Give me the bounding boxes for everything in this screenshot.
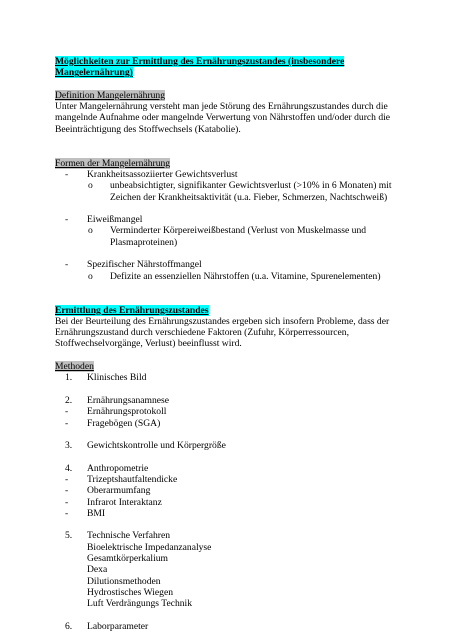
method-number: 1. <box>65 372 73 384</box>
method-subitem-label: BMI <box>87 507 106 519</box>
method-label: Ernährungsanamnese <box>87 394 170 406</box>
method-item <box>55 463 400 474</box>
method-subitem-label: Infrarot Interaktanz <box>87 496 162 508</box>
definition-heading: Definition Mangelernährung <box>55 89 166 101</box>
page-content <box>55 56 400 632</box>
ermittlung-text: Bei der Beurteilung des Ernährungszustandes ergeben sich insofern Probleme, dass der Ernährungszustand durch verschiedene Faktoren (Zufuhr, Körperressourcen, Stoffwechselvorgänge, Verlust) beeinflusst wird. <box>55 315 390 350</box>
method-subitem: - Trizeptshautfaltendicke <box>55 474 400 485</box>
method-subitem <box>55 587 400 598</box>
method-subitem-label: Dexa <box>87 564 108 576</box>
forms-list <box>55 169 400 282</box>
method-item <box>55 372 400 383</box>
method-subitem-label: Trizeptshautfaltendicke <box>87 473 178 485</box>
doc-title-line1: Möglichkeiten zur Ermittlung des Ernährungszustandes (insbesondere <box>55 56 345 67</box>
method-subitem-label: Bioelektrische Impedanzanalyse <box>87 541 212 553</box>
form-label: Spezifischer Nährstoffmangel <box>87 259 202 271</box>
method-label: Laborparameter <box>87 620 149 632</box>
method-subitem <box>55 564 400 575</box>
ermittlung-heading: Ermittlung des Ernährungszustandes <box>55 304 209 316</box>
method-subitem-label: Luft Verdrängungs Technik <box>87 598 193 610</box>
form-item: - Spezifischer Nährstoffmangel <box>55 259 400 270</box>
form-label: Krankheitsassoziierter Gewichtsverlust <box>87 168 238 180</box>
method-item <box>55 530 400 541</box>
doc-title <box>55 56 400 79</box>
method-subitem-label: Dilutionsmethoden <box>87 575 161 587</box>
form-detail: o unbeabsichtigter, signifikanter Gewichtsverlust (>10% in 6 Monaten) mit Zeichen der Krankheitsaktivität (u.a. Fieber, Schmerzen, Nachtschweiß) <box>55 180 400 203</box>
method-subitem-label: Fragebögen (SGA) <box>87 417 161 429</box>
form-detail-text: Defizite an essenziellen Nährstoffen (u.a. Vitamine, Spurenelementen) <box>110 270 381 282</box>
form-label: Eiweißmangel <box>87 214 143 226</box>
forms-heading: Formen der Mangelernährung <box>55 157 171 169</box>
method-subitem <box>55 576 400 587</box>
method-label: Technische Verfahren <box>87 530 171 542</box>
method-subitem-label: Gesamtkörperkalium <box>87 553 168 565</box>
form-detail-text: unbeabsichtigter, signifikanter Gewichtsverlust (>10% in 6 Monaten) mit Zeichen der Krankheitsaktivität (u.a. Fieber, Schmerzen, Nachtschweiß) <box>110 180 392 203</box>
method-subitem <box>55 553 400 564</box>
method-number: 5. <box>65 530 73 542</box>
method-number: 4. <box>65 462 73 474</box>
methods-list <box>55 372 400 632</box>
form-detail: o Defizite an essenziellen Nährstoffen (u.a. Vitamine, Spurenelementen) <box>55 271 400 282</box>
form-item: - Eiweißmangel <box>55 214 400 225</box>
form-detail-text: Verminderter Körpereiweißbestand (Verlust von Muskelmasse und Plasmaproteinen) <box>110 225 367 248</box>
form-detail: o Verminderter Körpereiweißbestand (Verlust von Muskelmasse und Plasmaproteinen) <box>55 225 400 248</box>
method-label: Gewichtskontrolle und Körpergröße <box>87 440 226 452</box>
method-item <box>55 621 400 632</box>
method-number: 3. <box>65 440 73 452</box>
method-subitem: - Infrarot Interaktanz <box>55 497 400 508</box>
method-subitem: - Ernährungsprotokoll <box>55 406 400 417</box>
method-subitem-label: Oberarmumfang <box>87 485 151 497</box>
method-number: 6. <box>65 620 73 632</box>
method-subitem <box>55 542 400 553</box>
method-subitem: - BMI <box>55 508 400 519</box>
method-subitem <box>55 598 400 609</box>
method-subitem: - Oberarmumfang <box>55 485 400 496</box>
method-subitem-label: Hydrostisches Wiegen <box>87 586 174 598</box>
methods-heading: Methoden <box>55 361 94 373</box>
method-number: 2. <box>65 394 73 406</box>
method-subitem: - Fragebögen (SGA) <box>55 418 400 429</box>
method-subitem-label: Ernährungsprotokoll <box>87 406 167 418</box>
method-label: Anthropometrie <box>87 462 149 474</box>
method-label: Klinisches Bild <box>87 372 147 384</box>
method-item <box>55 440 400 451</box>
method-item <box>55 395 400 406</box>
form-item: - Krankheitsassoziierter Gewichtsverlust <box>55 169 400 180</box>
definition-text: Unter Mangelernährung versteht man jede Störung des Ernährungszustandes durch die mangelnde Aufnahme oder mangelnde Verwertung von Nährstoffen und/oder durch die Beeinträchtigung des Stoffwechsels (Katabolie). <box>55 101 391 135</box>
doc-title-line2: Mangelernährung) <box>55 67 133 79</box>
